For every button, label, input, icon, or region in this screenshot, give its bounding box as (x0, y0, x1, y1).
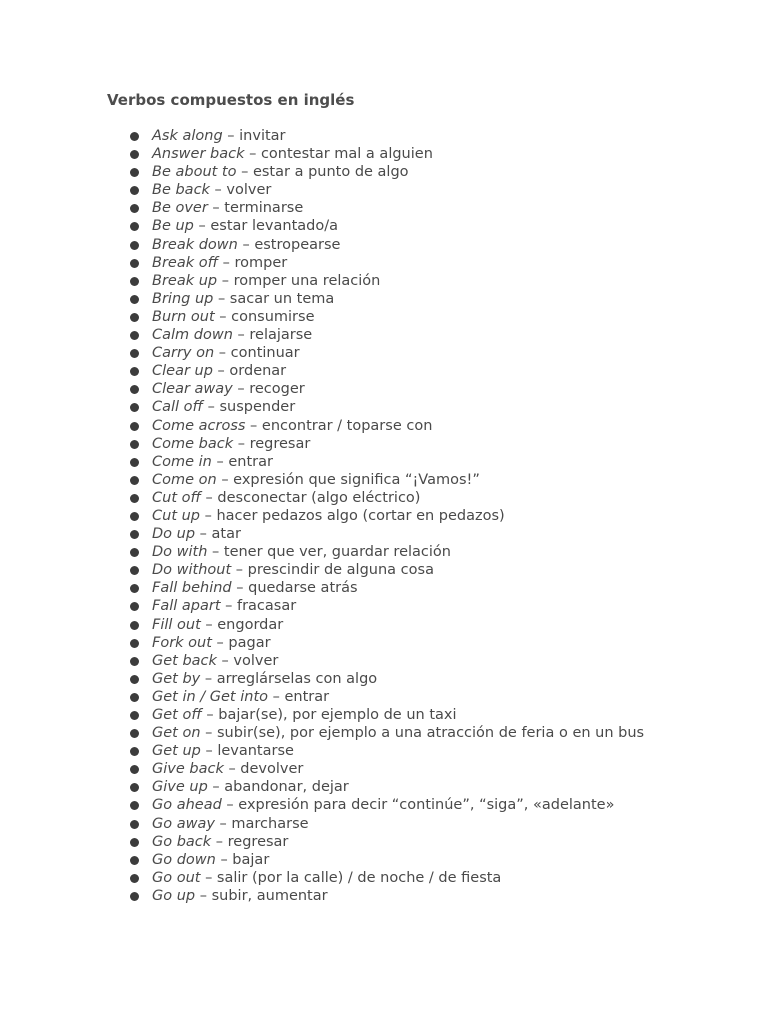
bullet-icon (130, 150, 139, 159)
verb-term: Cut up (152, 507, 201, 524)
verb-definition: – bajar (215, 851, 270, 868)
bullet-icon (130, 548, 139, 557)
bullet-icon (130, 440, 139, 449)
verb-definition: – subir, aumentar (195, 887, 328, 904)
verb-definition: – marcharse (214, 815, 309, 832)
list-item (130, 199, 650, 217)
verb-term: Get in / Get into (152, 688, 268, 705)
verb-term: Come back (152, 435, 234, 452)
bullet-icon (130, 385, 139, 394)
verb-definition: – estropearse (237, 236, 341, 253)
bullet-icon (130, 566, 139, 575)
bullet-icon (130, 494, 139, 503)
list-item (130, 851, 650, 869)
verb-definition: – quedarse atrás (231, 580, 358, 597)
verb-term: Clear away (152, 381, 233, 398)
bullet-icon (130, 512, 139, 521)
verb-definition: – engordar (200, 616, 284, 633)
list-item (130, 525, 650, 543)
verb-term: Calm down (152, 327, 233, 344)
bullet-icon (130, 584, 139, 593)
verb-term: Come across (152, 417, 246, 434)
verb-term: Break down (152, 236, 238, 253)
list-item (130, 344, 650, 362)
verb-definition: – expresión para decir “continúe”, “siga”, «adelante» (221, 797, 615, 814)
list-item (130, 308, 650, 326)
bullet-icon (130, 747, 139, 756)
list-item (130, 127, 650, 145)
verb-definition: – abandonar, dejar (207, 779, 349, 796)
list-item (130, 163, 650, 181)
verb-term: Carry on (152, 345, 215, 362)
list-item (130, 543, 650, 561)
verb-term: Break off (152, 254, 219, 271)
list-item (130, 616, 650, 634)
bullet-icon (130, 530, 139, 539)
verb-term: Give back (152, 761, 224, 778)
list-item (130, 489, 650, 507)
verb-term: Get off (152, 707, 202, 723)
bullet-icon (130, 295, 139, 304)
bullet-icon (130, 222, 139, 231)
list-item (130, 453, 650, 471)
verb-definition: – levantarse (200, 743, 294, 760)
list-item (130, 634, 650, 652)
verb-term: Go ahead (152, 797, 222, 814)
list-item (130, 145, 650, 163)
list-item (130, 507, 650, 525)
verb-definition: – recoger (232, 381, 305, 398)
verb-term: Fall behind (152, 580, 232, 597)
verb-term: Get up (152, 743, 201, 760)
verb-definition: – tener que ver, guardar relación (207, 544, 451, 561)
list-item (130, 742, 650, 760)
verb-term: Fork out (152, 634, 212, 651)
verb-definition: – sacar un tema (213, 290, 335, 307)
verb-definition: – arreglárselas con algo (200, 670, 378, 687)
verb-term: Go down (152, 851, 216, 868)
verb-definition: – contestar mal a alguien (244, 146, 433, 163)
list-item (130, 706, 650, 724)
bullet-icon (130, 801, 139, 810)
verb-definition: – salir (por la calle) / de noche / de fiesta (200, 869, 502, 886)
verb-definition: – continuar (214, 345, 300, 362)
verb-term: Come on (152, 471, 217, 488)
verb-definition: – pagar (211, 634, 271, 651)
bullet-icon (130, 204, 139, 213)
verb-term: Fill out (152, 616, 201, 633)
list-item (130, 290, 650, 308)
verb-definition: – estar a punto de algo (236, 164, 409, 181)
verb-definition: – encontrar / toparse con (245, 417, 433, 434)
verb-definition: – consumirse (214, 308, 315, 325)
bullet-icon (130, 476, 139, 485)
list-item (130, 778, 650, 796)
bullet-icon (130, 856, 139, 865)
verb-term: Do without (152, 562, 232, 579)
verb-term: Come in (152, 453, 212, 470)
verb-term: Be about to (152, 164, 237, 181)
bullet-icon (130, 241, 139, 250)
phrasal-verb-list (130, 127, 650, 905)
verb-term: Do up (152, 526, 196, 543)
list-item (130, 380, 650, 398)
list-item (130, 796, 650, 814)
list-item (130, 652, 650, 670)
verb-definition: – invitar (222, 128, 286, 144)
list-item (130, 236, 650, 254)
verb-term: Go away (152, 815, 215, 832)
list-item (130, 471, 650, 489)
verb-definition: – atar (195, 526, 241, 543)
list-item (130, 272, 650, 290)
bullet-icon (130, 403, 139, 412)
verb-term: Cut off (152, 489, 201, 506)
verb-term: Give up (152, 779, 208, 796)
bullet-icon (130, 729, 139, 738)
verb-term: Get on (152, 725, 201, 742)
list-item (130, 688, 650, 706)
verb-term: Go back (152, 833, 212, 850)
bullet-icon (130, 331, 139, 340)
list-item (130, 181, 650, 199)
verb-definition: – entrar (211, 453, 273, 470)
list-item (130, 815, 650, 833)
list-item (130, 217, 650, 235)
bullet-icon (130, 892, 139, 901)
verb-term: Ask along (152, 128, 223, 144)
verb-term: Fall apart (152, 598, 221, 615)
verb-definition: – volver (216, 652, 279, 669)
verb-term: Call off (152, 399, 204, 416)
verb-definition: – regresar (233, 435, 311, 452)
verb-term: Be up (152, 218, 194, 235)
list-item (130, 760, 650, 778)
verb-term: Answer back (152, 146, 245, 163)
bullet-icon (130, 602, 139, 611)
verb-term: Do with (152, 544, 208, 561)
bullet-icon (130, 765, 139, 774)
bullet-icon (130, 874, 139, 883)
verb-term: Go up (152, 887, 196, 904)
list-item (130, 326, 650, 344)
list-item (130, 724, 650, 742)
bullet-icon (130, 693, 139, 702)
verb-definition: – regresar (211, 833, 289, 850)
list-item (130, 869, 650, 887)
verb-definition: – relajarse (232, 327, 313, 344)
verb-definition: – estar levantado/a (193, 218, 338, 235)
verb-definition: – volver (209, 182, 272, 199)
verb-term: Bring up (152, 290, 214, 307)
list-item (130, 254, 650, 272)
bullet-icon (130, 675, 139, 684)
verb-definition: – expresión que significa “¡Vamos!” (216, 471, 480, 488)
list-item (130, 887, 650, 905)
verb-definition: – bajar(se), por ejemplo de un taxi (201, 707, 457, 723)
bullet-icon (130, 820, 139, 829)
verb-term: Get by (152, 670, 201, 687)
verb-definition: – ordenar (212, 363, 287, 380)
list-item (130, 670, 650, 688)
verb-definition: – romper una relación (217, 272, 381, 289)
list-item (130, 417, 650, 435)
bullet-icon (130, 621, 139, 630)
verb-definition: – suspender (203, 399, 296, 416)
page-title: Verbos compuestos en inglés (107, 91, 355, 109)
bullet-icon (130, 639, 139, 648)
verb-definition: – desconectar (algo eléctrico) (200, 489, 421, 506)
bullet-icon (130, 367, 139, 376)
bullet-icon (130, 168, 139, 177)
bullet-icon (130, 132, 139, 141)
verb-definition: – entrar (268, 688, 330, 705)
verb-definition: – fracasar (220, 598, 297, 615)
list-item (130, 597, 650, 615)
list-item (130, 579, 650, 597)
bullet-icon (130, 277, 139, 286)
bullet-icon (130, 458, 139, 467)
bullet-icon (130, 259, 139, 268)
list-item (130, 398, 650, 416)
bullet-icon (130, 711, 139, 720)
bullet-icon (130, 349, 139, 358)
verb-term: Get back (152, 652, 217, 669)
bullet-icon (130, 838, 139, 847)
list-item (130, 435, 650, 453)
verb-definition: – hacer pedazos algo (cortar en pedazos) (200, 507, 505, 524)
verb-term: Clear up (152, 363, 213, 380)
verb-definition: – devolver (223, 761, 304, 778)
verb-definition: – romper (218, 254, 288, 271)
verb-definition: – terminarse (207, 200, 304, 217)
verb-definition: – subir(se), por ejemplo a una atracción de feria o en un bus (200, 725, 645, 742)
list-item (130, 561, 650, 579)
bullet-icon (130, 313, 139, 322)
verb-term: Go out (152, 869, 201, 886)
verb-definition: – prescindir de alguna cosa (231, 562, 434, 579)
bullet-icon (130, 186, 139, 195)
verb-term: Burn out (152, 308, 215, 325)
bullet-icon (130, 783, 139, 792)
bullet-icon (130, 657, 139, 666)
list-item (130, 362, 650, 380)
list-item (130, 833, 650, 851)
verb-term: Be over (152, 200, 208, 217)
verb-term: Be back (152, 182, 210, 199)
bullet-icon (130, 422, 139, 431)
verb-term: Break up (152, 272, 218, 289)
